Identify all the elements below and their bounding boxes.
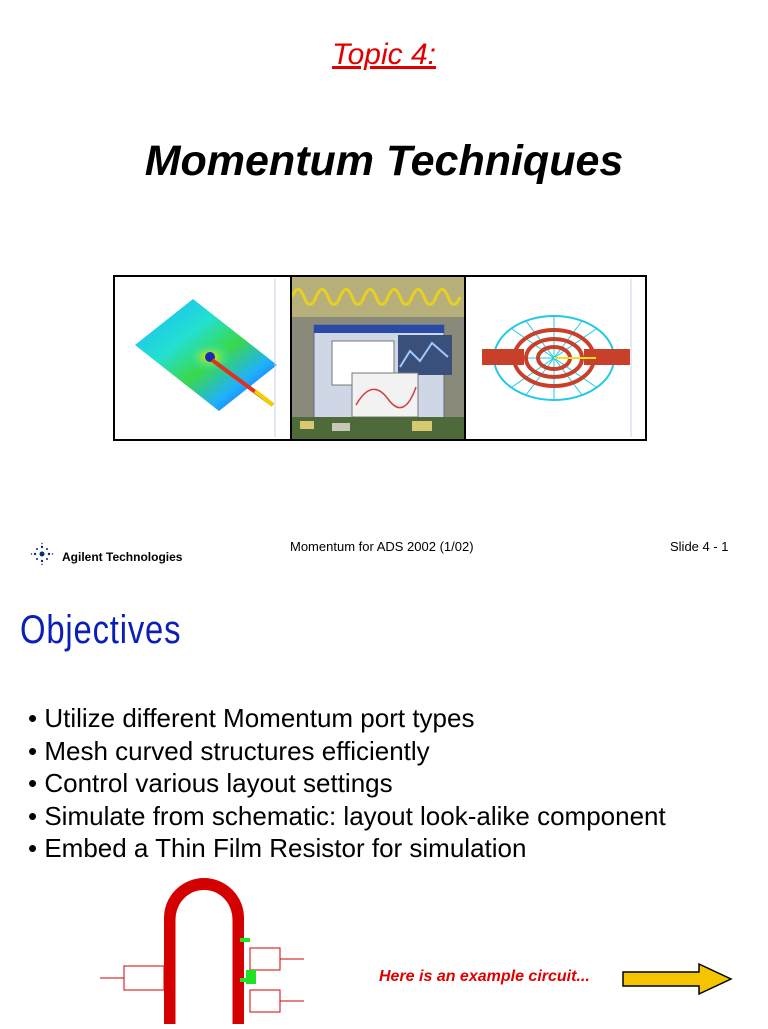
software-collage-image: [292, 277, 466, 439]
slide-number: Slide 4 - 1: [670, 539, 729, 554]
list-item: • Simulate from schematic: layout look-alike component: [28, 800, 666, 833]
list-item: • Control various layout settings: [28, 767, 666, 800]
list-item: • Mesh curved structures efficiently: [28, 735, 666, 768]
list-item: • Embed a Thin Film Resistor for simulation: [28, 832, 666, 865]
brand-name: Agilent Technologies: [62, 549, 183, 564]
em-field-plot-image: [115, 277, 292, 439]
agilent-spark-icon: [30, 542, 54, 571]
objectives-heading: Objectives: [20, 608, 182, 652]
image-strip: [113, 275, 647, 441]
mesh-layout-image: [466, 277, 647, 439]
example-circuit-image: [90, 878, 320, 1029]
example-caption: Here is an example circuit...: [379, 968, 590, 985]
course-title: Momentum for ADS 2002 (1/02): [290, 539, 474, 554]
objectives-list: [28, 702, 666, 865]
slide-topic: Topic 4:: [332, 38, 436, 71]
agilent-logo: [30, 542, 182, 571]
right-arrow-icon: [621, 962, 733, 1001]
list-item: • Utilize different Momentum port types: [28, 702, 666, 735]
slide-title: Momentum Techniques: [144, 137, 624, 185]
